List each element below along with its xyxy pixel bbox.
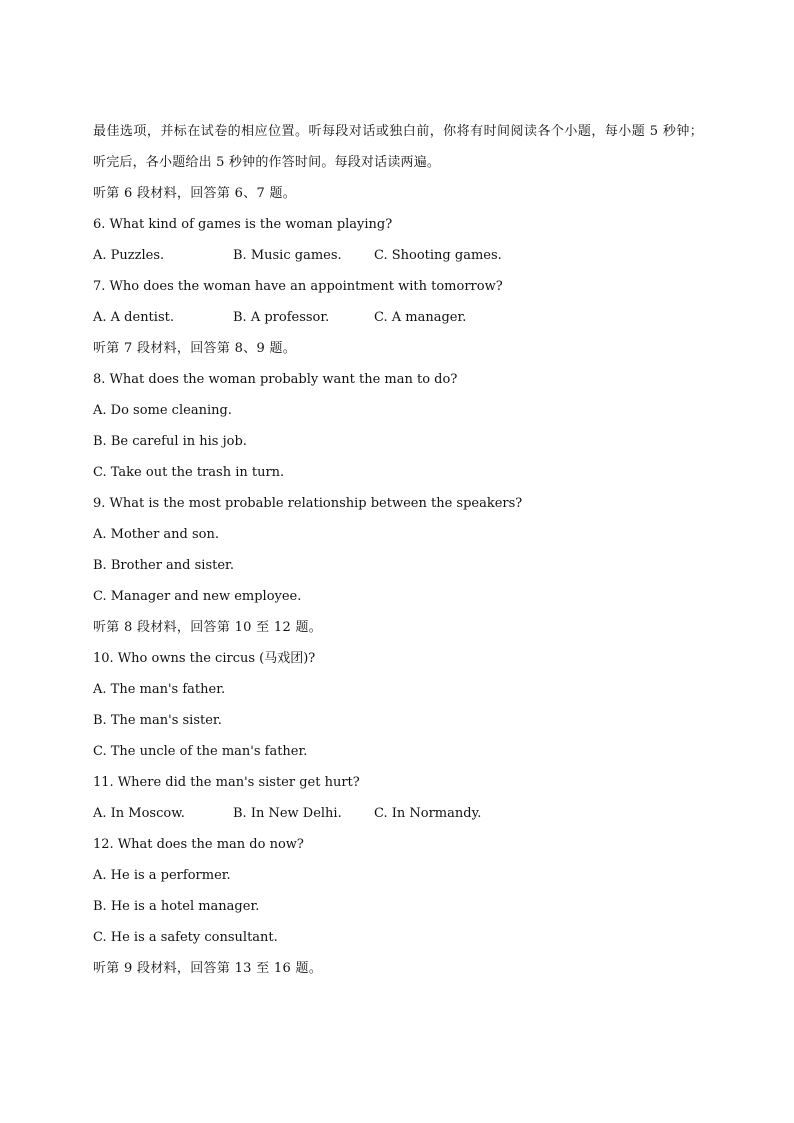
question-7-options — [93, 302, 703, 333]
question-6-option-b: B. Music games. — [233, 248, 342, 263]
section-heading-8-9: 听第 7 段材料，回答第 8、9 题。 — [93, 341, 297, 356]
question-9-option-a: A. Mother and son. — [93, 527, 220, 542]
question-8-stem: 8. What does the woman probably want the man to do? — [93, 372, 458, 387]
question-11-option-c: C. In Normandy. — [374, 806, 482, 821]
question-10-option-b: B. The man's sister. — [93, 713, 222, 728]
question-8-option-c: C. Take out the trash in turn. — [93, 465, 285, 480]
question-12-option-b: B. He is a hotel manager. — [93, 899, 260, 914]
question-12-stem: 12. What does the man do now? — [93, 837, 304, 852]
question-7-option-c: C. A manager. — [374, 310, 467, 325]
question-7-option-a: A. A dentist. — [93, 310, 174, 325]
question-11-option-b: B. In New Delhi. — [233, 806, 342, 821]
question-11-options — [93, 798, 703, 829]
question-9-option-b: B. Brother and sister. — [93, 558, 234, 573]
question-8-option-b: B. Be careful in his job. — [93, 434, 247, 449]
instructions-text: 最佳选项，并标在试卷的相应位置。听每段对话或独白前，你将有时间阅读各个小题，每小题 5 秒钟；听完后，各小题给出 5 秒钟的作答时间。每段对话读两遍。 — [93, 124, 703, 170]
section-heading-10-12: 听第 8 段材料，回答第 10 至 12 题。 — [93, 620, 323, 635]
section-heading-6-7: 听第 6 段材料，回答第 6、7 题。 — [93, 186, 297, 201]
question-11-stem: 11. Where did the man's sister get hurt? — [93, 775, 360, 790]
question-11-option-a: A. In Moscow. — [93, 806, 185, 821]
question-12-option-c: C. He is a safety consultant. — [93, 930, 278, 945]
question-7-option-b: B. A professor. — [233, 310, 330, 325]
question-6-stem: 6. What kind of games is the woman playing? — [93, 217, 393, 232]
question-6-option-a: A. Puzzles. — [93, 248, 165, 263]
question-10-option-c: C. The uncle of the man's father. — [93, 744, 308, 759]
question-10-stem: 10. Who owns the circus (马戏团)? — [93, 651, 316, 666]
question-6-options — [93, 240, 703, 271]
question-9-option-c: C. Manager and new employee. — [93, 589, 302, 604]
question-6-option-c: C. Shooting games. — [374, 248, 502, 263]
exam-page — [93, 116, 703, 984]
question-10-option-a: A. The man's father. — [93, 682, 226, 697]
section-heading-13-16: 听第 9 段材料，回答第 13 至 16 题。 — [93, 961, 323, 976]
question-9-stem: 9. What is the most probable relationship between the speakers? — [93, 496, 523, 511]
question-8-option-a: A. Do some cleaning. — [93, 403, 232, 418]
question-7-stem: 7. Who does the woman have an appointment with tomorrow? — [93, 279, 503, 294]
question-12-option-a: A. He is a performer. — [93, 868, 231, 883]
